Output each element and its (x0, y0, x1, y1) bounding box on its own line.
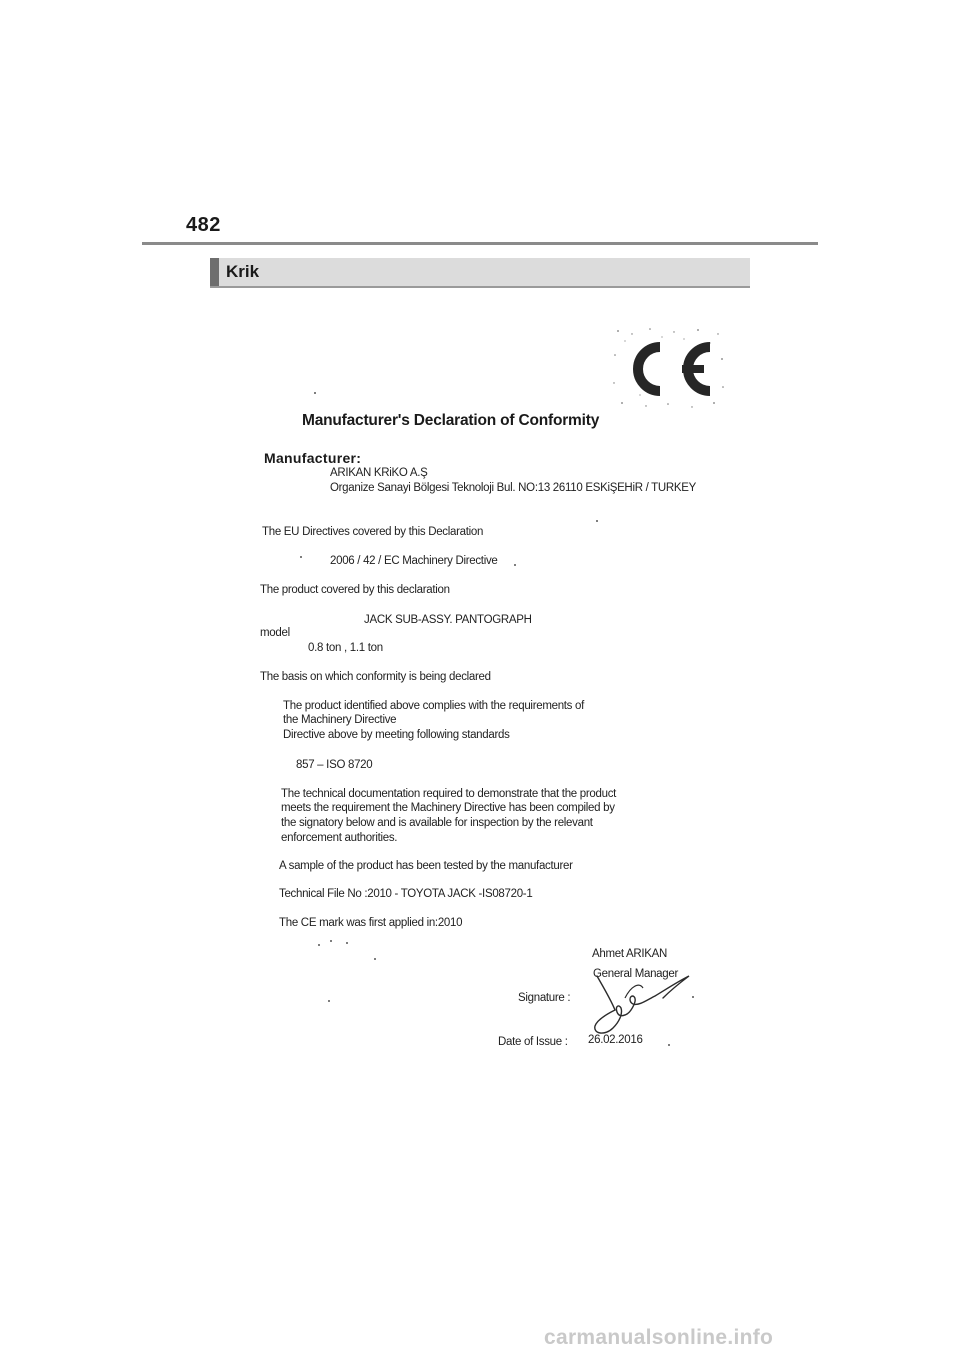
scan-speck (318, 944, 320, 946)
basis-heading: The basis on which conformity is being declared (260, 671, 491, 683)
basis-line-2: the Machinery Directive (283, 714, 397, 726)
scan-speck (346, 942, 348, 944)
scan-speck (514, 564, 516, 566)
handwritten-signature (585, 968, 700, 1038)
signature-label: Signature : (518, 992, 571, 1004)
header-divider (142, 242, 818, 245)
product-heading: The product covered by this declaration (260, 584, 450, 596)
ce-mark-text (647, 360, 648, 361)
ce-mark-logo (610, 325, 728, 410)
section-title: Krik (226, 262, 260, 281)
scan-speck (668, 1044, 670, 1046)
model-label: model (260, 627, 290, 639)
technical-file-number: Technical File No :2010 - TOYOTA JACK -IS08720-1 (279, 888, 533, 900)
ce-first-applied: The CE mark was first applied in:2010 (279, 917, 463, 929)
directive-value: 2006 / 42 / EC Machinery Directive (330, 555, 498, 567)
directives-heading: The EU Directives covered by this Declaration (262, 526, 484, 538)
date-of-issue-value: 26.02.2016 (588, 1034, 643, 1046)
product-name: JACK SUB-ASSY. PANTOGRAPH (364, 614, 532, 626)
page-number: 482 (186, 214, 221, 236)
model-value: 0.8 ton , 1.1 ton (308, 642, 383, 654)
technical-doc-line-4: enforcement authorities. (281, 832, 398, 844)
manufacturer-address: Organize Sanayi Bölgesi Teknoloji Bul. NO:13 26110 ESKiŞEHiR / TURKEY (330, 482, 697, 494)
technical-doc-line-2: meets the requirement the Machinery Directive has been compiled by (281, 802, 615, 814)
technical-doc-line-1: The technical documentation required to demonstrate that the product (281, 788, 617, 800)
scan-speck (314, 392, 316, 394)
manufacturer-name: ARIKAN KRiKO A.Ş (330, 467, 428, 479)
scan-speck (328, 1000, 330, 1002)
signer-name: Ahmet ARIKAN (592, 948, 668, 960)
technical-doc-line-3: the signatory below and is available for inspection by the relevant (281, 817, 593, 829)
basis-line-3: Directive above by meeting following standards (283, 729, 510, 741)
sample-tested-line: A sample of the product has been tested by the manufacturer (279, 860, 573, 872)
scan-speck (330, 940, 332, 942)
scan-speck (300, 556, 302, 558)
scan-speck (374, 958, 376, 960)
scan-speck (692, 996, 694, 998)
basis-line-1: The product identified above complies with the requirements of (283, 700, 585, 712)
declaration-title: Manufacturer's Declaration of Conformity (302, 412, 600, 429)
manufacturer-label: Manufacturer: (264, 450, 362, 466)
date-of-issue-label: Date of Issue : (498, 1036, 568, 1048)
standard-reference: 857 – ISO 8720 (296, 759, 373, 771)
scan-speck (596, 520, 598, 522)
section-header (210, 258, 750, 288)
signer-title: General Manager (593, 968, 678, 980)
section-accent-bar (210, 258, 219, 286)
site-watermark: carmanualsonline.info (544, 1326, 774, 1349)
